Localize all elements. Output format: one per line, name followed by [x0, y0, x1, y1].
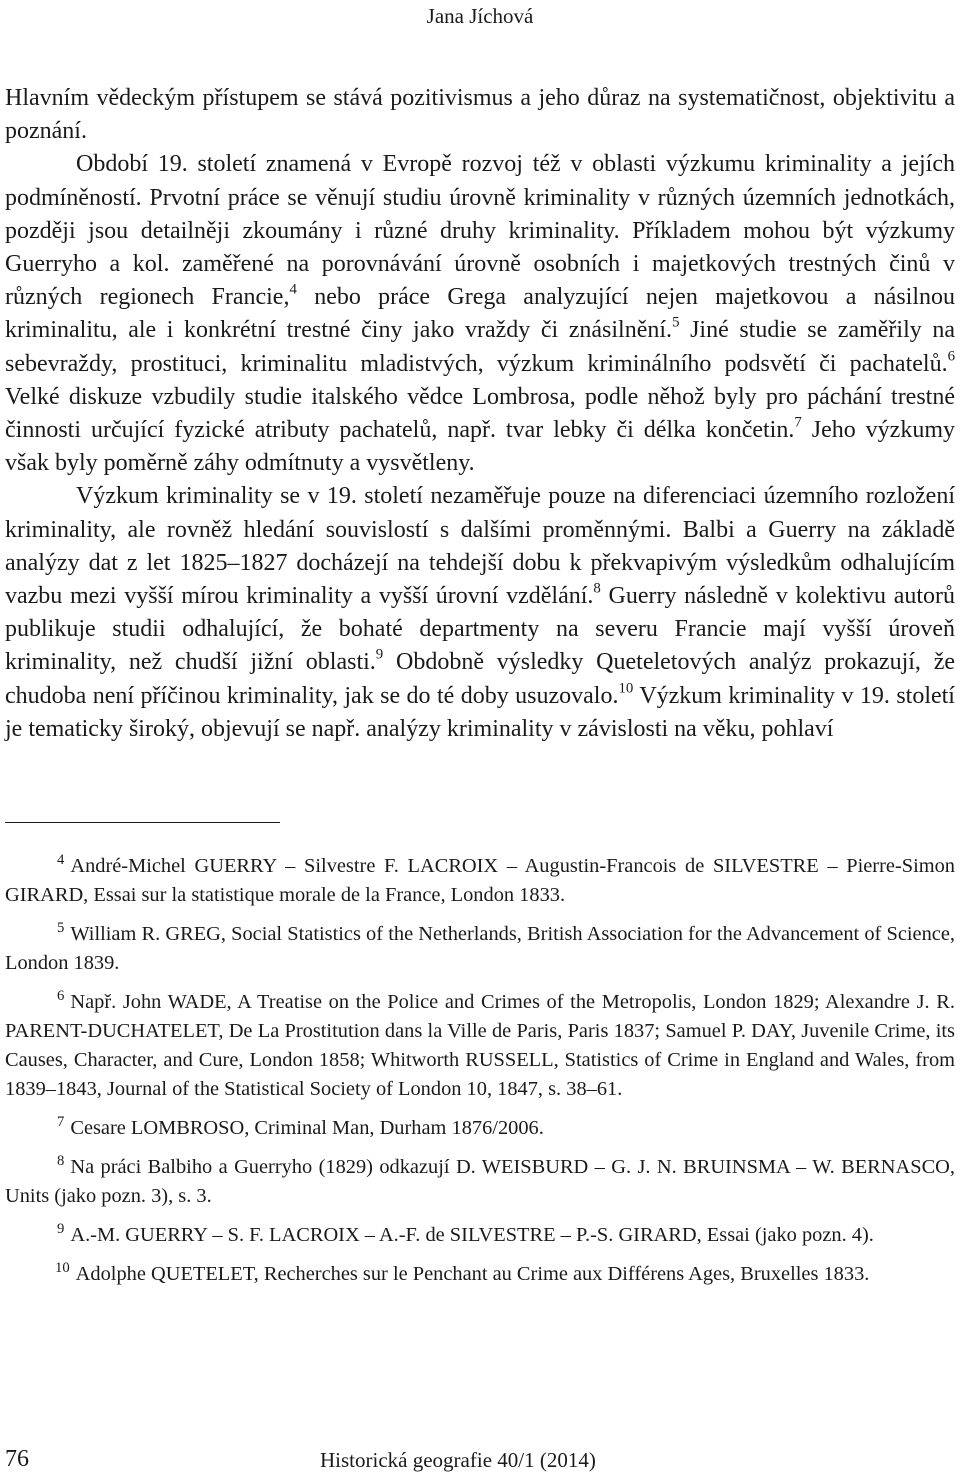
footnote-number: 8	[57, 1152, 65, 1169]
footnote	[5, 988, 955, 1104]
running-header	[0, 4, 960, 28]
text-run: Hlavním vědeckým přístupem se stává pozitivismus a jeho důraz na systematičnost, objektivitu a poznání.	[5, 85, 955, 145]
footnote-number: 9	[57, 1220, 65, 1237]
footnote-ref[interactable]: 6	[947, 348, 955, 365]
journal-title: Historická geografie 40/1 (2014)	[320, 1448, 596, 1472]
footnote-text: Např. John WADE, A Treatise on the Police and Crimes of the Metropolis, London 1829; Alexandre J. R. PARENT-DUCHATELET, De La Prostitution dans la Ville de Paris, Paris 1837; Samuel P. DAY, Juvenile Crime, its Causes, Character, and Cure, London 1858; Whitworth RUSSELL, Statistics of Crime in England and Wales, from 1839–1843, Journal of the Statistical Society of London 10, 1847, s. 38–61.	[5, 991, 955, 1100]
footnote-number: 6	[57, 987, 65, 1004]
footnote-ref[interactable]: 5	[672, 315, 680, 332]
footnote	[5, 852, 955, 910]
footnote	[5, 1153, 955, 1211]
footnote-separator	[5, 822, 280, 823]
text-run: Období 19. století znamená v Evropě rozvoj též v oblasti výzkumu kriminality a jejích podmíněností. Prvotní práce se věnují studiu úrovně kriminality v různých územních jednotkách, později jsou detailněji zkoumány i různé druhy kriminality. Příkladem mohou být výzkumy Guerryho a kol. zaměřené na porovnávání úrovně osobních i majetkových trestných činů v různých regionech Francie,	[5, 151, 955, 311]
text-run: Výzkum kriminality se v 19. století nezaměřuje pouze na diferenciaci územního rozložení kriminality, ale rovněž hledání souvislostí s dalšími proměnnými. Balbi a Guerry na základě analýzy dat z let 1825–1827 docházejí na tehdejší dobu k překvapivým výsledkům odhalujícím vazbu mezi vyšší mírou kriminality a vyšší úrovní vzdělání.	[5, 483, 955, 610]
text-run: Guerry následně v kolektivu autorů publikuje studii odhalující, že bohaté departmenty na severu Francie mají vyšší úroveň kriminality, než chudší jižní oblasti.	[5, 583, 956, 676]
footnote-number: 5	[57, 919, 65, 936]
text-run: Velké diskuze vzbudily studie italského vědce Lombrosa, podle něhož byly pro páchání trestné činnosti určující fyzické atributy pachatelů, např. tvar lebky či délka končetin.	[5, 383, 955, 444]
text-run: Jeho výzkumy však byly poměrně záhy odmítnuty a vysvětleny.	[5, 417, 955, 477]
footnote-text: Adolphe QUETELET, Recherches sur le Penchant au Crime aux Différens Ages, Bruxelles 1833.	[75, 1263, 870, 1285]
footnote-text: William R. GREG, Social Statistics of the Netherlands, British Association for the Advancement of Science, London 1839.	[5, 923, 955, 974]
text-run: Obdobně výsledky Queteletových analýz prokazují, že chudoba není příčinou kriminality, jak se do té doby usuzovalo.	[5, 649, 955, 709]
paragraph	[5, 480, 955, 746]
paragraph	[5, 82, 955, 148]
header-author: Jana Jíchová	[426, 4, 534, 28]
main-text	[5, 82, 955, 746]
footnote-ref[interactable]: 7	[794, 414, 802, 431]
footnote-text: Na práci Balbiho a Guerryho (1829) odkazují D. WEISBURD – G. J. N. BRUINSMA – W. BERNASCO, Units (jako pozn. 3), s. 3.	[5, 1156, 955, 1207]
footnote	[5, 1221, 955, 1250]
footnotes	[5, 852, 955, 1299]
paragraph	[5, 148, 955, 480]
text-run: Jiné studie se zaměřily na sebevraždy, prostituci, kriminalitu mladistvých, výzkum kriminálního podsvětí či pachatelů.	[5, 317, 955, 377]
text-run: nebo práce Grega analyzující nejen majetkovou a násilnou kriminalitu, ale i konkrétní trestné činy jako vraždy či znásilnění.	[5, 284, 955, 344]
page-footer	[5, 1446, 955, 1474]
footnote-number: 7	[57, 1113, 65, 1130]
footnote	[5, 920, 955, 978]
text-run: Výzkum kriminality v 19. století je tematicky široký, objevují se např. analýzy kriminality v závislosti na věku, pohlaví	[5, 682, 955, 742]
footnote-ref[interactable]: 9	[375, 647, 384, 664]
footnote-number: 4	[57, 851, 65, 868]
footnote-text: André-Michel GUERRY – Silvestre F. LACROIX – Augustin-Francois de SILVESTRE – Pierre-Simon GIRARD, Essai sur la statistique morale de la France, London 1833.	[5, 855, 955, 906]
footnote	[5, 1260, 955, 1289]
footnote-text: Cesare LOMBROSO, Criminal Man, Durham 1876/2006.	[70, 1117, 544, 1139]
footnote-text: A.-M. GUERRY – S. F. LACROIX – A.-F. de SILVESTRE – P.-S. GIRARD, Essai (jako pozn. 4).	[70, 1224, 874, 1246]
footnote-ref[interactable]: 4	[289, 281, 297, 298]
footnote-number: 10	[55, 1259, 70, 1276]
footnote-ref[interactable]: 8	[593, 580, 601, 597]
footnote	[5, 1114, 955, 1143]
footnote-ref[interactable]: 10	[618, 680, 634, 697]
page-number: 76	[5, 1446, 29, 1472]
